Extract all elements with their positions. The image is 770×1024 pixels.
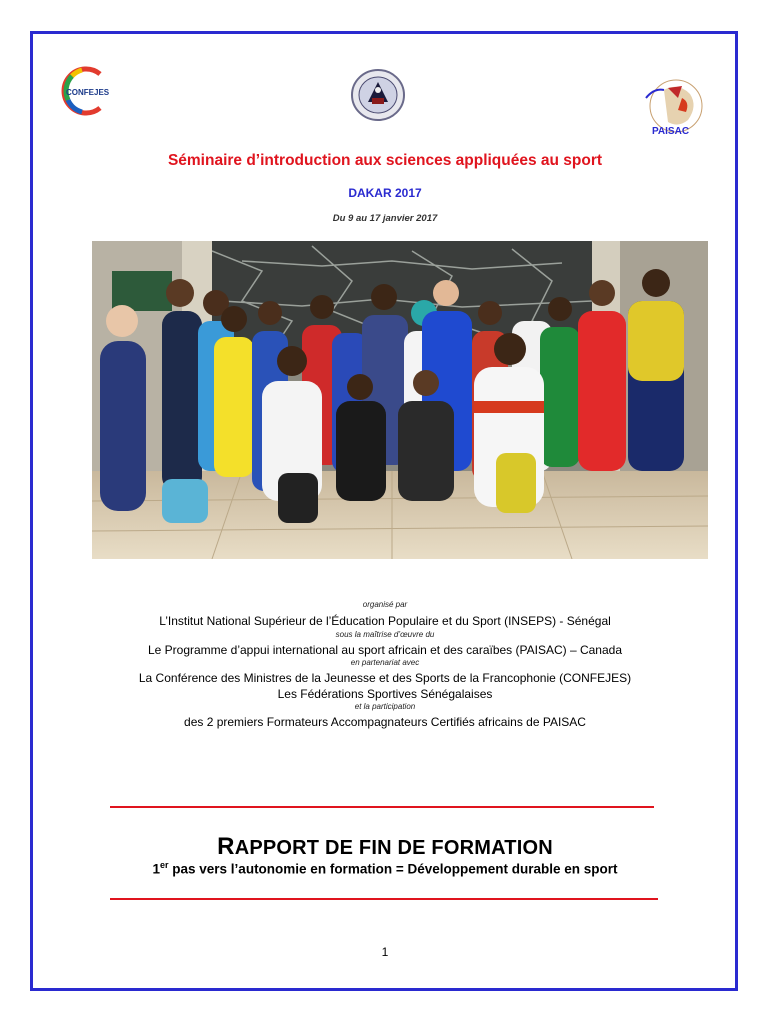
report-title-rest: APPORT DE FIN DE FORMATION	[234, 837, 553, 859]
report-title-initial: R	[217, 833, 235, 860]
organizer-inseps: L’Institut National Supérieur de l’Éducation Populaire et du Sport (INSEPS) - Sénégal	[159, 614, 611, 628]
group-photo-icon	[92, 241, 708, 559]
label-participation: et la participation	[354, 702, 416, 711]
divider-bottom	[110, 898, 658, 900]
report-title	[0, 833, 770, 861]
organizer-federations: Les Fédérations Sportives Sénégalaises	[277, 687, 493, 701]
event-subtitle: DAKAR 2017	[348, 186, 422, 200]
label-partner: en partenariat avec	[350, 658, 420, 667]
tagline-number: 1	[152, 861, 160, 877]
organizer-trainers: des 2 premiers Formateurs Accompagnateurs Certifiés africains de PAISAC	[184, 715, 586, 729]
tagline-text: pas vers l’autonomie en formation = Développement durable en sport	[168, 861, 618, 877]
page-number: 1	[381, 945, 389, 959]
page-title: Séminaire d’introduction aux sciences appliquées au sport	[167, 152, 603, 169]
tagline-sup: er	[160, 860, 169, 870]
label-master: sous la maîtrise d’œuvre du	[335, 630, 435, 639]
event-dates: Du 9 au 17 janvier 2017	[332, 213, 438, 224]
divider-top	[110, 806, 654, 808]
paisac-logo-icon	[638, 76, 712, 142]
inseps-seal-icon	[350, 68, 406, 122]
paisac-logo-text: PAISAC	[652, 126, 690, 137]
report-tagline	[0, 860, 770, 877]
label-organized-by: organisé par	[362, 600, 408, 609]
organizer-confejes: La Conférence des Ministres de la Jeunesse et des Sports de la Francophonie (CONFEJES)	[138, 671, 632, 685]
organizer-paisac: Le Programme d’appui international au sport africain et des caraïbes (PAISAC) – Canada	[147, 643, 623, 657]
confejes-logo-icon	[60, 66, 112, 116]
confejes-logo-text: CONFEJES	[66, 88, 110, 97]
